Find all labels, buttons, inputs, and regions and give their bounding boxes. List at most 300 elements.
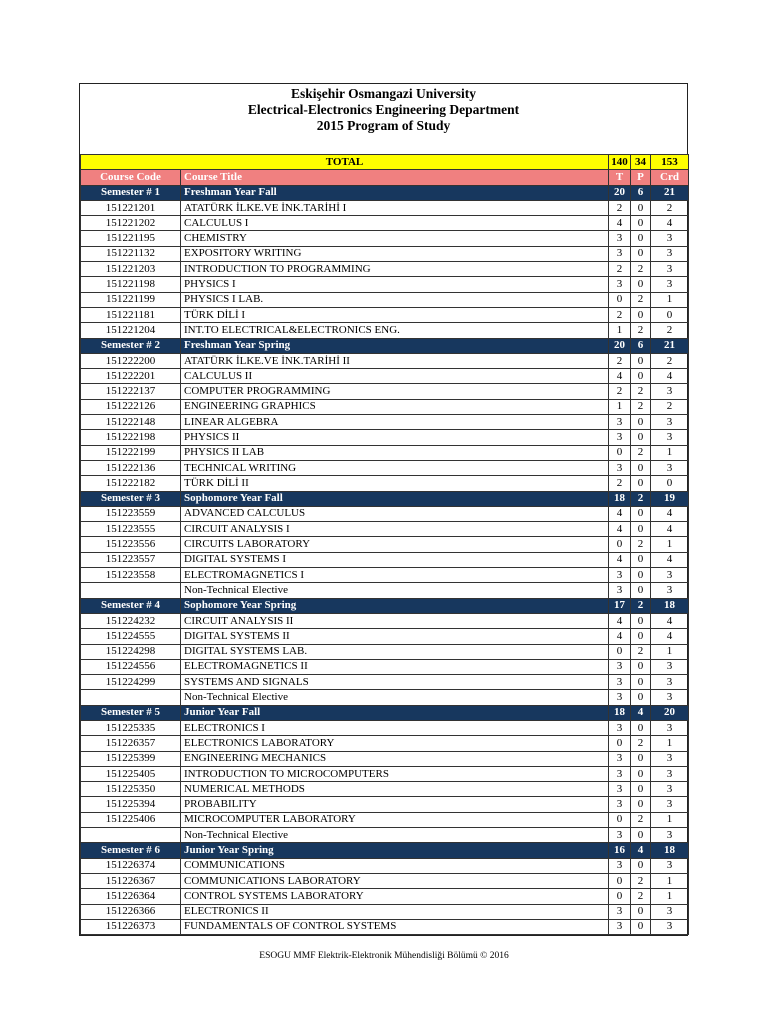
course-t: 3 (609, 782, 631, 797)
course-crd: 3 (651, 262, 689, 277)
total-t: 140 (609, 155, 631, 170)
course-row (81, 476, 689, 491)
course-p: 0 (631, 200, 651, 215)
course-crd: 3 (651, 277, 689, 292)
course-row (81, 399, 689, 414)
course-crd: 1 (651, 537, 689, 552)
course-t: 4 (609, 629, 631, 644)
course-title: TECHNICAL WRITING (181, 460, 609, 475)
course-crd: 3 (651, 659, 689, 674)
course-code: 151224232 (81, 613, 181, 628)
course-p: 2 (631, 399, 651, 414)
course-crd: 3 (651, 720, 689, 735)
course-crd: 2 (651, 200, 689, 215)
course-title: CHEMISTRY (181, 231, 609, 246)
course-p: 2 (631, 736, 651, 751)
course-row (81, 797, 689, 812)
course-crd: 3 (651, 675, 689, 690)
course-code: 151222182 (81, 476, 181, 491)
semester-crd: 19 (651, 491, 689, 506)
course-code: 151221195 (81, 231, 181, 246)
course-t: 3 (609, 751, 631, 766)
course-t: 3 (609, 659, 631, 674)
semester-header-row (81, 598, 689, 613)
course-title: CIRCUIT ANALYSIS I (181, 522, 609, 537)
course-p: 2 (631, 812, 651, 827)
course-crd: 3 (651, 751, 689, 766)
header-t: T (609, 170, 631, 185)
course-p: 0 (631, 415, 651, 430)
course-t: 4 (609, 369, 631, 384)
course-code: 151221201 (81, 200, 181, 215)
course-code: 151222126 (81, 399, 181, 414)
course-t: 3 (609, 460, 631, 475)
course-title: ELECTROMAGNETICS I (181, 568, 609, 583)
semester-header-row (81, 843, 689, 858)
course-row (81, 904, 689, 919)
semester-label: Semester # 2 (81, 338, 181, 353)
semester-t: 20 (609, 185, 631, 200)
course-code: 151221181 (81, 307, 181, 322)
semester-crd: 18 (651, 843, 689, 858)
semester-label: Semester # 3 (81, 491, 181, 506)
course-code: 151225405 (81, 766, 181, 781)
course-crd: 3 (651, 919, 689, 934)
course-code: 151222148 (81, 415, 181, 430)
course-crd: 2 (651, 399, 689, 414)
course-row (81, 828, 689, 843)
semester-p: 2 (631, 598, 651, 613)
course-crd: 3 (651, 568, 689, 583)
course-title: ELECTROMAGNETICS II (181, 659, 609, 674)
course-title: TÜRK DİLİ I (181, 307, 609, 322)
course-row (81, 231, 689, 246)
course-t: 2 (609, 262, 631, 277)
course-p: 0 (631, 568, 651, 583)
course-code: 151225399 (81, 751, 181, 766)
course-row (81, 629, 689, 644)
course-row (81, 583, 689, 598)
course-row (81, 200, 689, 215)
course-crd: 0 (651, 307, 689, 322)
course-p: 0 (631, 904, 651, 919)
course-row (81, 353, 689, 368)
course-title: NUMERICAL METHODS (181, 782, 609, 797)
course-crd: 2 (651, 353, 689, 368)
course-p: 0 (631, 583, 651, 598)
course-crd: 1 (651, 736, 689, 751)
semester-p: 2 (631, 491, 651, 506)
course-row (81, 369, 689, 384)
course-row (81, 537, 689, 552)
total-p: 34 (631, 155, 651, 170)
course-t: 2 (609, 200, 631, 215)
course-row (81, 644, 689, 659)
course-code (81, 828, 181, 843)
course-p: 0 (631, 369, 651, 384)
course-code: 151225335 (81, 720, 181, 735)
semester-header-row (81, 705, 689, 720)
semester-p: 4 (631, 843, 651, 858)
course-p: 0 (631, 522, 651, 537)
course-p: 0 (631, 751, 651, 766)
program-year: 2015 Program of Study (316, 118, 451, 133)
title-block (80, 84, 687, 154)
course-row (81, 690, 689, 705)
course-crd: 4 (651, 506, 689, 521)
course-p: 2 (631, 889, 651, 904)
course-title: CONTROL SYSTEMS LABORATORY (181, 889, 609, 904)
course-code: 151222136 (81, 460, 181, 475)
course-p: 2 (631, 644, 651, 659)
course-p: 0 (631, 476, 651, 491)
course-title: ELECTRONICS I (181, 720, 609, 735)
course-t: 4 (609, 613, 631, 628)
semester-header-row (81, 491, 689, 506)
course-t: 0 (609, 873, 631, 888)
course-crd: 4 (651, 613, 689, 628)
course-row (81, 246, 689, 261)
course-code: 151221204 (81, 323, 181, 338)
course-crd: 1 (651, 812, 689, 827)
course-crd: 3 (651, 782, 689, 797)
course-title: SYSTEMS AND SIGNALS (181, 675, 609, 690)
course-row (81, 568, 689, 583)
total-crd: 153 (651, 155, 689, 170)
course-t: 3 (609, 675, 631, 690)
course-code: 151226373 (81, 919, 181, 934)
semester-label: Semester # 6 (81, 843, 181, 858)
course-t: 4 (609, 216, 631, 231)
course-row (81, 307, 689, 322)
course-p: 2 (631, 537, 651, 552)
course-t: 0 (609, 812, 631, 827)
course-title: INTRODUCTION TO PROGRAMMING (181, 262, 609, 277)
course-row (81, 384, 689, 399)
header-course-title: Course Title (181, 170, 609, 185)
semester-name: Junior Year Spring (181, 843, 609, 858)
semester-t: 17 (609, 598, 631, 613)
course-p: 2 (631, 445, 651, 460)
course-p: 2 (631, 323, 651, 338)
course-code: 151221203 (81, 262, 181, 277)
course-p: 2 (631, 262, 651, 277)
course-code: 151222198 (81, 430, 181, 445)
semester-header-row (81, 185, 689, 200)
course-title: INT.TO ELECTRICAL&ELECTRONICS ENG. (181, 323, 609, 338)
semester-p: 6 (631, 338, 651, 353)
course-crd: 3 (651, 690, 689, 705)
course-code (81, 690, 181, 705)
semester-name: Sophomore Year Spring (181, 598, 609, 613)
course-p: 0 (631, 246, 651, 261)
semester-p: 6 (631, 185, 651, 200)
course-crd: 3 (651, 430, 689, 445)
course-t: 0 (609, 292, 631, 307)
semester-name: Sophomore Year Fall (181, 491, 609, 506)
course-t: 3 (609, 766, 631, 781)
total-row (81, 155, 689, 170)
course-row (81, 323, 689, 338)
course-t: 3 (609, 277, 631, 292)
course-title: CIRCUITS LABORATORY (181, 537, 609, 552)
course-t: 4 (609, 506, 631, 521)
semester-header-row (81, 338, 689, 353)
course-crd: 3 (651, 384, 689, 399)
course-code: 151221199 (81, 292, 181, 307)
course-t: 3 (609, 231, 631, 246)
course-t: 2 (609, 384, 631, 399)
course-p: 0 (631, 216, 651, 231)
course-title: PHYSICS II (181, 430, 609, 445)
course-crd: 0 (651, 476, 689, 491)
course-code: 151226364 (81, 889, 181, 904)
course-title: FUNDAMENTALS OF CONTROL SYSTEMS (181, 919, 609, 934)
course-title: ELECTRONICS LABORATORY (181, 736, 609, 751)
course-p: 0 (631, 353, 651, 368)
course-title: DIGITAL SYSTEMS LAB. (181, 644, 609, 659)
course-crd: 4 (651, 629, 689, 644)
course-title: ATATÜRK İLKE.VE İNK.TARİHİ II (181, 353, 609, 368)
course-code: 151225394 (81, 797, 181, 812)
course-crd: 4 (651, 552, 689, 567)
total-label: TOTAL (81, 155, 609, 170)
course-crd: 3 (651, 460, 689, 475)
course-title: COMMUNICATIONS LABORATORY (181, 873, 609, 888)
course-row (81, 720, 689, 735)
course-row (81, 522, 689, 537)
course-t: 0 (609, 445, 631, 460)
program-table (80, 154, 689, 935)
course-crd: 1 (651, 445, 689, 460)
course-row (81, 889, 689, 904)
course-p: 0 (631, 858, 651, 873)
course-t: 3 (609, 828, 631, 843)
semester-crd: 21 (651, 338, 689, 353)
course-crd: 4 (651, 522, 689, 537)
course-crd: 3 (651, 415, 689, 430)
course-crd: 1 (651, 889, 689, 904)
course-code: 151222200 (81, 353, 181, 368)
course-p: 0 (631, 659, 651, 674)
course-t: 3 (609, 583, 631, 598)
course-row (81, 659, 689, 674)
course-crd: 3 (651, 231, 689, 246)
course-code: 151226357 (81, 736, 181, 751)
course-row (81, 430, 689, 445)
course-crd: 1 (651, 292, 689, 307)
footer-copyright: ESOGU MMF Elektrik-Elektronik Mühendisliği Bölümü © 2016 (259, 951, 509, 961)
course-crd: 3 (651, 583, 689, 598)
course-row (81, 216, 689, 231)
course-crd: 3 (651, 766, 689, 781)
course-t: 3 (609, 430, 631, 445)
course-title: INTRODUCTION TO MICROCOMPUTERS (181, 766, 609, 781)
course-t: 0 (609, 889, 631, 904)
course-code: 151223557 (81, 552, 181, 567)
program-sheet (79, 83, 688, 936)
semester-t: 16 (609, 843, 631, 858)
semester-t: 18 (609, 705, 631, 720)
course-crd: 4 (651, 369, 689, 384)
course-row (81, 766, 689, 781)
course-code: 151222201 (81, 369, 181, 384)
course-title: PROBABILITY (181, 797, 609, 812)
semester-crd: 21 (651, 185, 689, 200)
course-crd: 3 (651, 904, 689, 919)
course-title: CIRCUIT ANALYSIS II (181, 613, 609, 628)
course-title: CALCULUS II (181, 369, 609, 384)
course-row (81, 460, 689, 475)
course-p: 2 (631, 292, 651, 307)
semester-name: Junior Year Fall (181, 705, 609, 720)
semester-p: 4 (631, 705, 651, 720)
course-t: 0 (609, 537, 631, 552)
course-code: 151222137 (81, 384, 181, 399)
course-title: Non-Technical Elective (181, 583, 609, 598)
course-code: 151221198 (81, 277, 181, 292)
course-code (81, 583, 181, 598)
semester-crd: 20 (651, 705, 689, 720)
course-p: 2 (631, 873, 651, 888)
course-title: PHYSICS I LAB. (181, 292, 609, 307)
course-p: 0 (631, 690, 651, 705)
course-crd: 1 (651, 644, 689, 659)
course-title: ENGINEERING GRAPHICS (181, 399, 609, 414)
course-code: 151226374 (81, 858, 181, 873)
course-code: 151222199 (81, 445, 181, 460)
course-row (81, 812, 689, 827)
course-t: 1 (609, 323, 631, 338)
course-p: 0 (631, 460, 651, 475)
course-row (81, 613, 689, 628)
course-row (81, 675, 689, 690)
course-row (81, 415, 689, 430)
course-p: 0 (631, 675, 651, 690)
course-title: LINEAR ALGEBRA (181, 415, 609, 430)
semester-label: Semester # 5 (81, 705, 181, 720)
course-t: 3 (609, 246, 631, 261)
course-crd: 1 (651, 873, 689, 888)
semester-name: Freshman Year Spring (181, 338, 609, 353)
course-t: 4 (609, 552, 631, 567)
course-crd: 3 (651, 797, 689, 812)
course-t: 2 (609, 307, 631, 322)
course-row (81, 782, 689, 797)
course-row (81, 858, 689, 873)
course-title: ATATÜRK İLKE.VE İNK.TARİHİ I (181, 200, 609, 215)
course-code: 151223556 (81, 537, 181, 552)
course-t: 3 (609, 904, 631, 919)
course-title: Non-Technical Elective (181, 828, 609, 843)
course-crd: 3 (651, 828, 689, 843)
course-t: 0 (609, 736, 631, 751)
course-p: 0 (631, 231, 651, 246)
course-code: 151221202 (81, 216, 181, 231)
course-p: 0 (631, 277, 651, 292)
course-t: 3 (609, 858, 631, 873)
course-t: 3 (609, 415, 631, 430)
course-t: 2 (609, 353, 631, 368)
course-t: 0 (609, 644, 631, 659)
course-row (81, 262, 689, 277)
semester-t: 18 (609, 491, 631, 506)
course-title: PHYSICS II LAB (181, 445, 609, 460)
course-p: 0 (631, 430, 651, 445)
course-t: 3 (609, 568, 631, 583)
course-title: COMPUTER PROGRAMMING (181, 384, 609, 399)
header-crd: Crd (651, 170, 689, 185)
course-code: 151226366 (81, 904, 181, 919)
course-title: DIGITAL SYSTEMS II (181, 629, 609, 644)
course-row (81, 736, 689, 751)
column-header-row (81, 170, 689, 185)
course-crd: 3 (651, 858, 689, 873)
course-t: 2 (609, 476, 631, 491)
course-p: 0 (631, 766, 651, 781)
course-p: 0 (631, 828, 651, 843)
semester-label: Semester # 4 (81, 598, 181, 613)
course-row (81, 506, 689, 521)
course-row (81, 873, 689, 888)
course-title: TÜRK DİLİ II (181, 476, 609, 491)
course-t: 3 (609, 690, 631, 705)
course-code: 151223555 (81, 522, 181, 537)
course-p: 0 (631, 797, 651, 812)
header-p: P (631, 170, 651, 185)
course-title: MICROCOMPUTER LABORATORY (181, 812, 609, 827)
header-course-code: Course Code (81, 170, 181, 185)
semester-crd: 18 (651, 598, 689, 613)
course-code: 151225406 (81, 812, 181, 827)
course-code: 151221132 (81, 246, 181, 261)
course-code: 151223558 (81, 568, 181, 583)
course-row (81, 277, 689, 292)
course-row (81, 919, 689, 934)
course-row (81, 445, 689, 460)
course-p: 0 (631, 506, 651, 521)
semester-t: 20 (609, 338, 631, 353)
course-title: DIGITAL SYSTEMS I (181, 552, 609, 567)
course-code: 151224298 (81, 644, 181, 659)
course-p: 0 (631, 720, 651, 735)
course-title: Non-Technical Elective (181, 690, 609, 705)
course-code: 151223559 (81, 506, 181, 521)
course-p: 0 (631, 782, 651, 797)
course-code: 151224556 (81, 659, 181, 674)
course-crd: 4 (651, 216, 689, 231)
course-row (81, 552, 689, 567)
course-title: EXPOSITORY WRITING (181, 246, 609, 261)
course-title: ELECTRONICS II (181, 904, 609, 919)
semester-label: Semester # 1 (81, 185, 181, 200)
course-title: PHYSICS I (181, 277, 609, 292)
course-code: 151224555 (81, 629, 181, 644)
course-title: CALCULUS I (181, 216, 609, 231)
course-title: ENGINEERING MECHANICS (181, 751, 609, 766)
course-p: 0 (631, 629, 651, 644)
course-code: 151224299 (81, 675, 181, 690)
course-row (81, 751, 689, 766)
course-title: COMMUNICATIONS (181, 858, 609, 873)
course-row (81, 292, 689, 307)
course-code: 151226367 (81, 873, 181, 888)
course-title: ADVANCED CALCULUS (181, 506, 609, 521)
course-t: 4 (609, 522, 631, 537)
course-p: 0 (631, 613, 651, 628)
course-p: 2 (631, 384, 651, 399)
course-crd: 2 (651, 323, 689, 338)
